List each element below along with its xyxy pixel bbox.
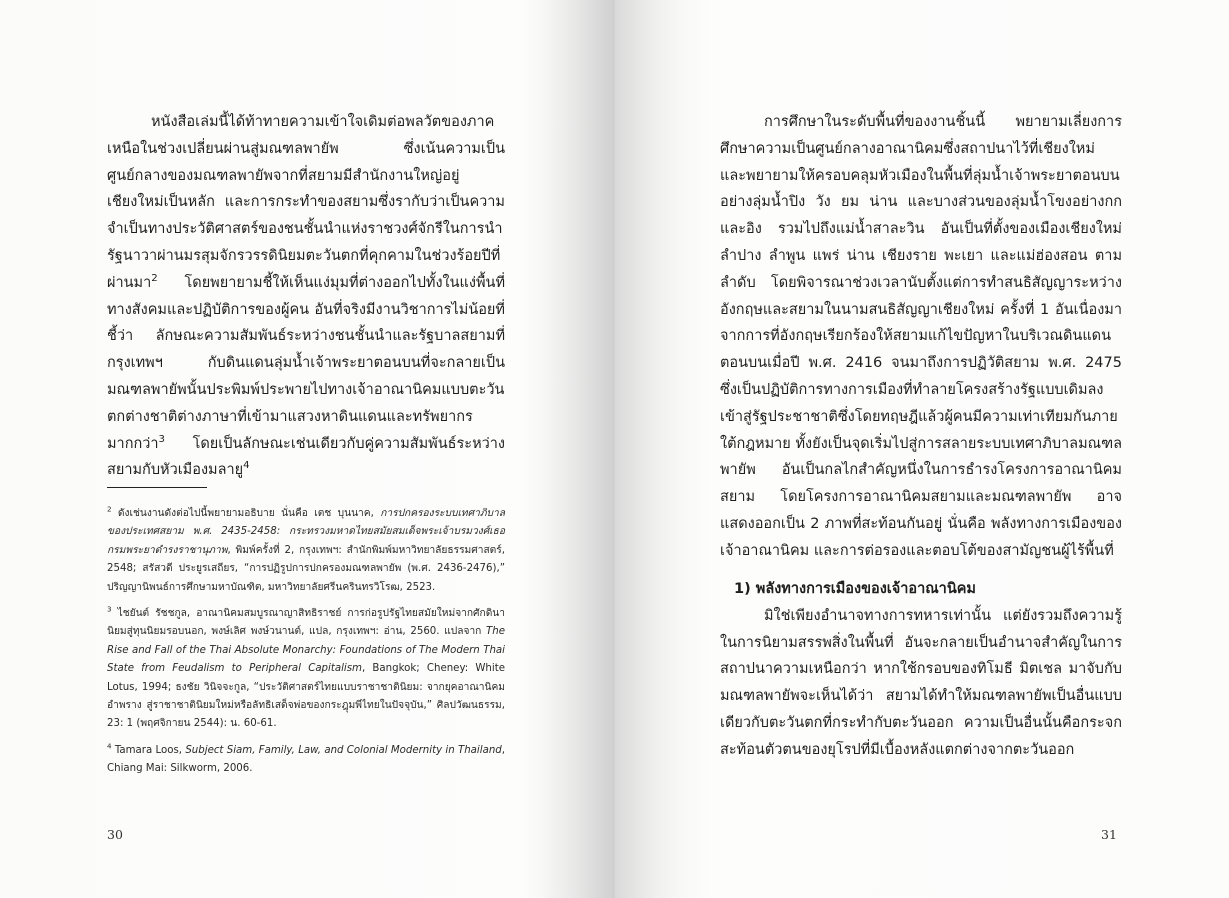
right-page	[615, 0, 1229, 898]
footnote-title: การปกครองระบบเทศาภิบาลของประเทศสยาม พ.ศ. 2435-2458: กระทรวงมหาดไทยสมัยสมเด็จพระเจ้าบรมวงศ์เธอกรมพระยาดำรงราชานุภาพ	[107, 508, 505, 556]
section-heading: 1) พลังทางการเมืองของเจ้าอาณานิคม	[734, 581, 976, 597]
footnote-text: , Chiang Mai: Silkworm, 2006.	[107, 744, 506, 775]
footnote-text: ไชยันต์ รัชชกูล, อาณานิคมสมบูรณาญาสิทธิราชย์ การก่อรูปรัฐไทยสมัยใหม่จากศักดินานิยมสู่ทุนนิยมรอบนอก, พงษ์เลิศ พงษ์วนานต์, แปล, กรุงเทพฯ: อ่าน, 2560. แปลจาก	[107, 608, 505, 638]
section-block	[720, 576, 1122, 764]
footnote-number: 2	[107, 504, 112, 514]
footnote-text: ดังเช่นงานดังต่อไปนี้พยายามอธิบาย นั่นคือ เตช บุนนาค,	[111, 508, 381, 519]
footnote-title: The Rise and Fall of the Thai Absolute Monarchy: Foundations of The Modern Thai State from Feudalism to Peripheral Capitalism	[107, 626, 505, 675]
footnote-ref-3: 3	[158, 433, 165, 445]
footnote-ref-2: 2	[151, 272, 158, 284]
footnote-4	[107, 742, 505, 779]
footnote-text: Tamara Loos,	[111, 744, 186, 756]
page-number-left: 30	[107, 827, 123, 842]
left-paragraph-text-3: โดยเป็นลักษณะเช่นเดียวกับคู่ความสัมพันธ์ระหว่างสยามกับหัวเมืองมลายู	[107, 435, 505, 479]
left-paragraph	[107, 109, 505, 484]
left-body-text	[107, 109, 505, 484]
footnote-text: , Bangkok; Cheney: White Lotus, 1994; ธงชัย วินิจจะกูล, “ประวัติศาสตร์ไทยแบบราชาชาตินิยม: จากยุคอาณานิคมอำพราง สู่ราชาชาตินิยมใหม่หรือลัทธิเสด็จพ่อของกระฎุมพีไทยในปัจจุบัน,” ศิลปวัฒนธรรม, 23: 1 (พฤศจิกายน 2544): น. 60-61.	[107, 663, 505, 730]
left-page	[0, 0, 614, 898]
left-paragraph-text-2: โดยพยายามชี้ให้เห็นแง่มุมที่ต่างออกไปทั้งในแง่พื้นที่ทางสังคมและปฏิบัติการของผู้คน อันที่จริงมีงานวิชาการไม่น้อยที่ชี้ว่า ลักษณะความสัมพันธ์ระหว่างชนชั้นนำและรัฐบาลสยามที่กรุงเทพฯ กับดินแดนลุ่มน้ำเจ้าพระยาตอนบนที่จะกลายเป็นมณฑลพายัพนั้นประพิมพ์ประพายไปทางเจ้าอาณานิคมแบบตะวันตกต่างชาติต่างภาษาที่เข้ามาแสวงหาดินแดนและทรัพยากรมากกว่า	[107, 274, 505, 452]
footnotes	[107, 505, 505, 787]
footnote-ref-4: 4	[243, 460, 250, 472]
footnote-text: , พิมพ์ครั้งที่ 2, กรุงเทพฯ: สำนักพิมพ์มหาวิทยาลัยธรรมศาสตร์, 2548; สรัสวดี ประยูรเสถียร, “การปฏิรูปการปกครองมณฑลพายัพ (พ.ศ. 2436-2476),” ปริญญานิพนธ์การศึกษามหาบัณฑิต, มหาวิทยาลัยศรีนครินทรวิโรฒ, 2523.	[107, 544, 505, 593]
footnote-3	[107, 605, 505, 734]
footnote-title: Subject Siam, Family, Law, and Colonial Modernity in Thailand	[185, 744, 502, 756]
right-paragraph: การศึกษาในระดับพื้นที่ของงานชิ้นนี้ พยายามเลี่ยงการศึกษาความเป็นศูนย์กลางอาณานิคมซึ่งสถาปนาไว้ที่เชียงใหม่ และพยายามให้ครอบคลุมหัวเมืองในพื้นที่ลุ่มน้ำเจ้าพระยาตอนบน อย่างลุ่มน้ำปิง วัง ยม น่าน และบางส่วนของลุ่มน้ำโขงอย่างกกและอิง รวมไปถึงแม่น้ำสาละวิน อันเป็นที่ตั้งของเมืองเชียงใหม่ ลำปาง ลำพูน แพร่ น่าน เชียงราย พะเยา และแม่ฮ่องสอน ตามลำดับ โดยพิจารณาช่วงเวลานับตั้งแต่การทำสนธิสัญญาระหว่างอังกฤษและสยามในนามสนธิสัญญาเชียงใหม่ ครั้งที่ 1 อันเนื่องมาจากการที่อังกฤษเรียกร้องให้สยามแก้ไขปัญหาในบริเวณดินแดนตอนบนเมื่อปี พ.ศ. 2416 จนมาถึงการปฏิวัติสยาม พ.ศ. 2475 ซึ่งเป็นปฏิบัติการทางการเมืองที่ทำลายโครงสร้างรัฐแบบเดิมลง เข้าสู่รัฐประชาชาติซึ่งโดยทฤษฎีแล้วผู้คนมีความเท่าเทียมกันภายใต้กฎหมาย ทั้งยังเป็นจุดเริ่มไปสู่การสลายระบบเทศาภิบาลมณฑลพายัพ อันเป็นกลไกสำคัญหนึ่งในการธำรงโครงการอาณานิคมสยาม โดยโครงการอาณานิคมสยามและมณฑลพายัพ อาจแสดงออกเป็น 2 ภาพที่สะท้อนกันอยู่ นั่นคือ พลังทางการเมืองของเจ้าอาณานิคม และการต่อรองและตอบโต้ของสามัญชนผู้ไร้พื้นที่	[720, 114, 1122, 559]
page-number-right: 31	[1101, 827, 1117, 842]
footnote-2	[107, 505, 505, 597]
footnote-number: 3	[107, 604, 112, 614]
right-body-text	[720, 109, 1122, 565]
section-paragraph: มิใช่เพียงอำนาจทางการทหารเท่านั้น แต่ยังรวมถึงความรู้ในการนิยามสรรพสิ่งในพื้นที่ อันจะกลายเป็นอำนาจสำคัญในการสถาปนาความเหนือกว่า หากใช้กรอบของทิโมธี มิตเชล มาจับกับมณฑลพายัพจะเห็นได้ว่า สยามได้ทำให้มณฑลพายัพเป็นอื่นแบบเดียวกับตะวันตกที่กระทำกับตะวันออก ความเป็นอื่นนั้นคือกระจกสะท้อนตัวตนของยุโรปที่มีเบื้องหลังแตกต่างจากตะวันออก	[720, 607, 1122, 758]
footnote-divider	[107, 487, 207, 488]
footnote-number: 4	[107, 741, 112, 751]
left-paragraph-text-1: หนังสือเล่มนี้ได้ท้าทายความเข้าใจเดิมต่อพลวัตของภาคเหนือในช่วงเปลี่ยนผ่านสู่มณฑลพายัพ ซึ่งเน้นความเป็นศูนย์กลางของมณฑลพายัพจากที่สยามมีสำนักงานใหญ่อยู่เชียงใหม่เป็นหลัก และการกระทำของสยามซึ่งรากับว่าเป็นความจำเป็นทางประวัติศาสตร์ของชนชั้นนำแห่งราชวงศ์จักรีในการนำรัฐนาวาผ่านมรสุมจักรวรรดินิยมตะวันตกที่คุกคามในช่วงร้อยปีที่ผ่านมา	[107, 114, 505, 291]
